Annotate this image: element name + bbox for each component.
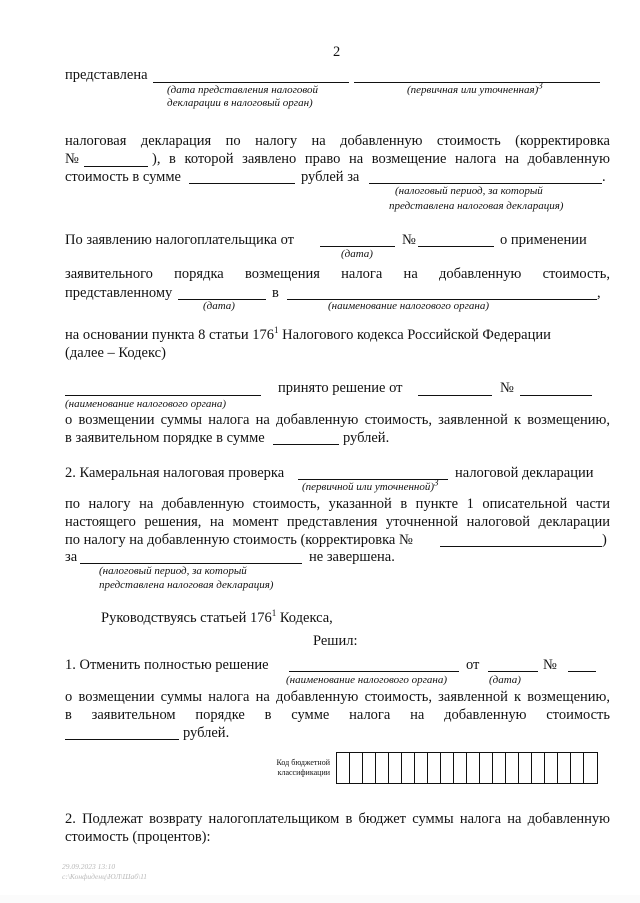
cancel-refund-line: о возмещении суммы налога на добавленную стоимость, заявленной к возмещению, bbox=[65, 689, 610, 705]
cancel-number-field[interactable] bbox=[568, 671, 596, 672]
application-date-field[interactable] bbox=[320, 246, 395, 247]
declaration-line-1: налоговая декларация по налогу на добавленную стоимость (корректировка bbox=[65, 133, 610, 149]
caption-application-date: (дата) bbox=[341, 248, 373, 260]
decision-date-field[interactable] bbox=[418, 395, 492, 396]
on-application-label: о применении bbox=[500, 232, 587, 248]
budget-code-cell[interactable] bbox=[389, 753, 402, 783]
caption-cancel-authority: (наименование налогового органа) bbox=[286, 674, 448, 686]
footer-path: с:\Конфиденц\ЮЛ\Шаб\11 bbox=[62, 872, 148, 881]
period-end-dot: . bbox=[602, 169, 606, 185]
application-number-field[interactable] bbox=[418, 246, 494, 247]
rubles-for-label: рублей за bbox=[301, 169, 360, 185]
caption-audit-period-1: (налоговый период, за который bbox=[99, 565, 247, 577]
cancel-number-label: № bbox=[543, 657, 557, 673]
audit-correction-field[interactable] bbox=[440, 546, 602, 547]
audit-correction-label: по налогу на добавленную стоимость (корректировка № bbox=[65, 532, 413, 548]
audit-label: 2. Камеральная налоговая проверка bbox=[65, 465, 285, 481]
budget-code-cell[interactable] bbox=[584, 753, 597, 783]
declaration-line-2: ), в которой заявлено право на возмещение налога на добавленную bbox=[152, 151, 610, 167]
cancel-amount-field[interactable] bbox=[65, 739, 179, 740]
repayment-line-1: 2. Подлежат возврату налогоплательщиком в бюджет суммы налога на добавленную bbox=[65, 811, 610, 827]
refund-decision-line: о возмещении суммы налога на добавленную стоимость, заявленной к возмещению, bbox=[65, 412, 610, 428]
budget-code-grid[interactable] bbox=[336, 752, 598, 784]
budget-code-cell[interactable] bbox=[558, 753, 571, 783]
caption-tax-period-2: представлена налоговая декларация) bbox=[389, 200, 564, 212]
procedure-amount-label: в заявительном порядке в сумме bbox=[65, 430, 265, 446]
caption-tax-authority: (наименование налогового органа) bbox=[328, 300, 490, 312]
budget-code-cell[interactable] bbox=[493, 753, 506, 783]
caption-audit-period-2: представлена налоговая декларация) bbox=[99, 579, 274, 591]
audit-period-field[interactable] bbox=[80, 563, 302, 564]
budget-code-cell[interactable] bbox=[480, 753, 493, 783]
correction-number-field[interactable] bbox=[84, 166, 148, 167]
tax-declaration-label: налоговой декларации bbox=[455, 465, 594, 481]
submission-date-field[interactable] bbox=[153, 82, 349, 83]
from-label: от bbox=[466, 657, 480, 673]
refund-amount-field[interactable] bbox=[189, 183, 295, 184]
budget-code-cell[interactable] bbox=[415, 753, 428, 783]
closing-parenthesis: ) bbox=[602, 532, 607, 548]
cancel-date-field[interactable] bbox=[488, 671, 538, 672]
budget-code-cell[interactable] bbox=[402, 753, 415, 783]
rubles-label: рублей. bbox=[343, 430, 390, 446]
budget-code-cell[interactable] bbox=[337, 753, 350, 783]
cancel-rubles-label: рублей. bbox=[183, 725, 230, 741]
budget-code-cell[interactable] bbox=[454, 753, 467, 783]
amount-label: стоимость в сумме bbox=[65, 169, 181, 185]
legal-basis-line: на основании пункта 8 статьи $176^1$ Налогового кодекса Российской Федерации bbox=[65, 325, 551, 343]
decided-heading: Решил: bbox=[313, 633, 358, 649]
page-bottom-edge bbox=[0, 895, 640, 903]
caption-submitted-date: (дата) bbox=[203, 300, 235, 312]
code-reference-line: (далее – Кодекс) bbox=[65, 345, 166, 361]
submitted-label: представленному bbox=[65, 285, 173, 301]
budget-code-cell[interactable] bbox=[506, 753, 519, 783]
budget-code-cell[interactable] bbox=[428, 753, 441, 783]
caption-tax-period-1: (налоговый период, за который bbox=[395, 185, 543, 197]
correction-number-label: № bbox=[65, 151, 79, 167]
declaration-type-field[interactable] bbox=[354, 82, 600, 83]
caption-declaration-type: (первичная или уточненная)$^3$ bbox=[407, 80, 543, 96]
audit-line-3: настоящего решения, на момент представления уточненной налоговой декларации bbox=[65, 514, 610, 530]
budget-code-cell[interactable] bbox=[376, 753, 389, 783]
decision-taken-label: принято решение от bbox=[278, 380, 403, 396]
budget-code-cell[interactable] bbox=[467, 753, 480, 783]
repayment-line-2: стоимость (процентов): bbox=[65, 829, 211, 845]
budget-code-cell[interactable] bbox=[350, 753, 363, 783]
not-completed-label: не завершена. bbox=[309, 549, 395, 565]
decision-number-field[interactable] bbox=[520, 395, 592, 396]
budget-code-cell[interactable] bbox=[363, 753, 376, 783]
for-label: за bbox=[65, 549, 78, 565]
cancel-authority-field[interactable] bbox=[289, 671, 459, 672]
tax-period-field[interactable] bbox=[369, 183, 602, 184]
caption-submission-date-2: декларации в налоговый орган) bbox=[167, 97, 313, 109]
page-number: 2 bbox=[333, 44, 341, 60]
caption-cancel-date: (дата) bbox=[489, 674, 521, 686]
budget-code-cell[interactable] bbox=[545, 753, 558, 783]
procedure-amount-field[interactable] bbox=[273, 444, 339, 445]
caption-submission-date-1: (дата представления налоговой bbox=[167, 84, 319, 96]
presented-label: представлена bbox=[65, 67, 148, 83]
audit-line-2: по налогу на добавленную стоимость, указанной в пункте 1 описательной части bbox=[65, 496, 610, 512]
decision-number-label: № bbox=[500, 380, 514, 396]
budget-code-cell[interactable] bbox=[571, 753, 584, 783]
application-label: По заявлению налогоплательщика от bbox=[65, 232, 295, 248]
application-number-label: № bbox=[402, 232, 416, 248]
budget-code-cell[interactable] bbox=[441, 753, 454, 783]
comma: , bbox=[597, 285, 601, 301]
caption-declaration-kind: (первичной или уточненной)$^3$ bbox=[302, 477, 439, 493]
declaration-kind-field[interactable] bbox=[298, 479, 448, 480]
budget-code-cell[interactable] bbox=[519, 753, 532, 783]
decision-authority-field[interactable] bbox=[65, 395, 261, 396]
caption-decision-authority: (наименование налогового органа) bbox=[65, 398, 227, 410]
budget-code-cell[interactable] bbox=[532, 753, 545, 783]
to-label: в bbox=[272, 285, 279, 301]
procedure-line: заявительного порядка возмещения налога на добавленную стоимость, bbox=[65, 266, 610, 282]
cancel-decision-label: 1. Отменить полностью решение bbox=[65, 657, 269, 673]
budget-code-label: Код бюджетной классификации bbox=[276, 758, 330, 777]
footer-timestamp: 29.09.2023 13:10 bbox=[62, 862, 116, 871]
guided-by-line: Руководствуясь статьей $176^1$ Кодекса, bbox=[101, 608, 333, 626]
cancel-procedure-line: в заявительном порядке в сумме налога на добавленную стоимость bbox=[65, 707, 610, 723]
